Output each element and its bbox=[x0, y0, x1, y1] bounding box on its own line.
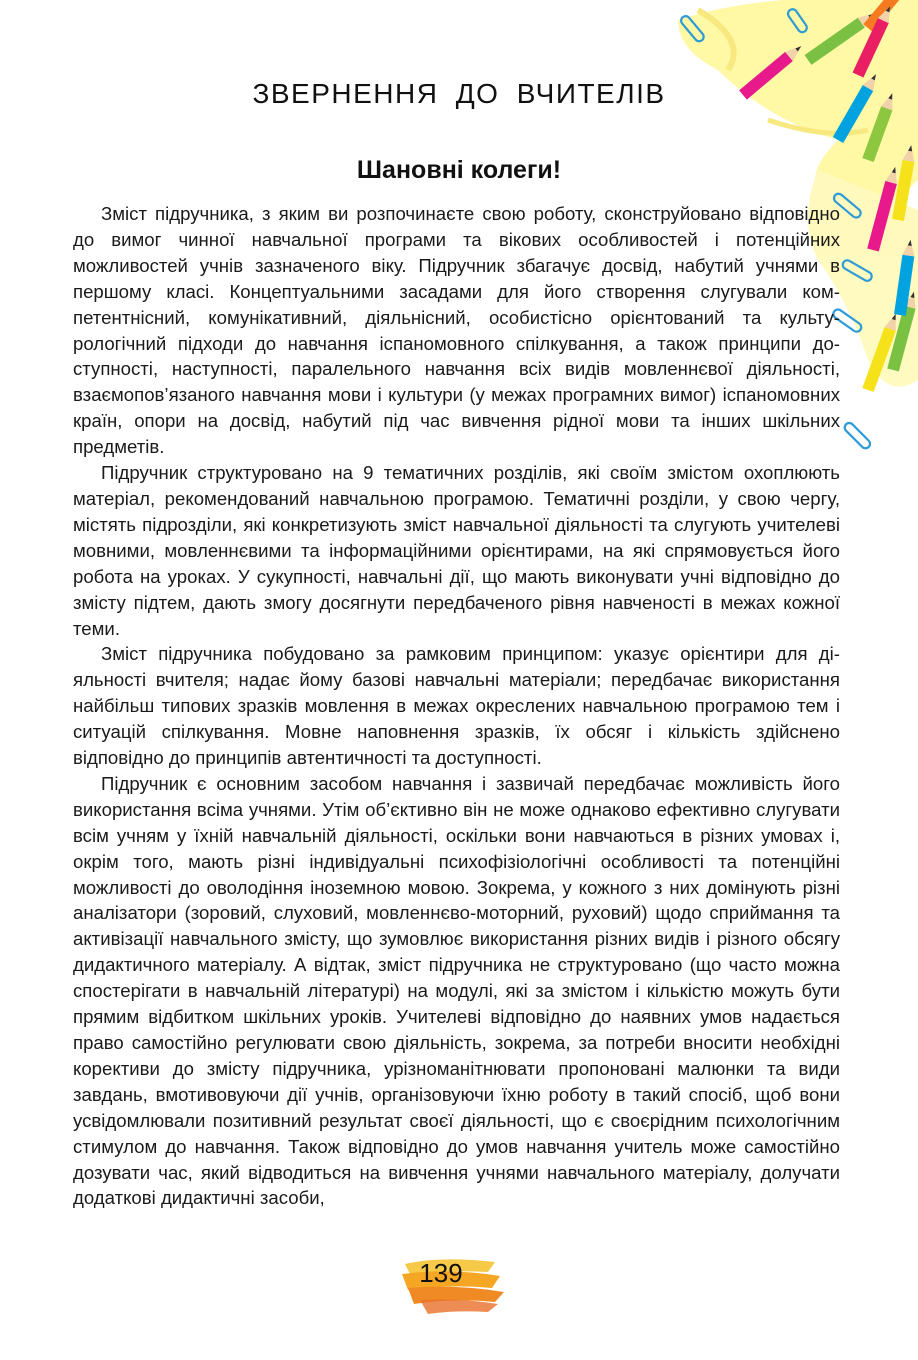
paragraph: Підручник структуровано на 9 тематичних розділів, які своїм змістом охоплюють матеріал, рекомендований навчальною програмою. Тематичні розділи, у свою чергу, містять підрозділи, які конкретизують зміст навчальної діяльності та слугують учителеві мовними, мовленнєвими та інформаційними орієнтирами, на які спрямовується його робота на уроках. У сукупності, навчальні дії, що мають виконувати учні відповідно до змісту підтем, дають змогу досягнути передбаченого рівня навченості в межах кожної теми. bbox=[73, 462, 840, 639]
page-footer bbox=[400, 1256, 510, 1316]
paragraph: Зміст підручника, з яким ви розпочинаєте свою роботу, сконструйовано відповідно до вимог чинної навчальної програми та вікових особливостей і потенційних можливостей учнів зазначеного віку. Підручник збагачує досвід, набутий учнями в першому класі. Концептуальними засадами для його створення слугували компетентнісний, комунікативний, діяльнісний, особистісно орієнтований та культурологічний підходи до навчання іспаномовного спілкування, а також принципи доступності, наступності, паралельного навчання всіх видів мовленнєвої діяльності, взаємопов’язаного навчання мови і культури (у межах програмних вимог) іспаномовних країн, опори на досвід, набутий під час вивчення рідної мови та інших шкільних предметів. bbox=[73, 203, 840, 458]
paragraph: Зміст підручника побудовано за рамковим принципом: указує орієнтири для діяльності вчителя; надає йому базові навчальні матеріали; передбачає використання найбільш типових зразків мовлення в межах окреслених навчальною програмою тем і ситуацій спілкування. Мовне наповнення зразків, їх обсяг і кількість здійснено відповідно до принципів автентичності та доступності. bbox=[73, 643, 840, 769]
page-title: ЗВЕРНЕННЯ ДО ВЧИТЕЛІВ bbox=[252, 78, 666, 109]
page-number: 139 bbox=[419, 1258, 463, 1288]
paragraph: Підручник є основним засобом навчання і зазвичай передбачає можливість його використання всіма учнями. Утім об’єктивно він не може однаково ефективно слугувати всім учням у їхній навчальній діяльності, оскільки вони навчаються в різних умовах і, окрім того, мають різні індивідуальні психофізіологічні особливості та потенційні можливості до оволодіння іноземною мовою. Зокрема, у кожного з них домінують різні аналізатори (зоровий, слуховий, мовленнєво-моторний, руховий) щодо сприймання та активізації навчального змісту, що зумовлює використання різних видів і різного обсягу дидактичного матеріалу. А відтак, зміст підручника не структуровано (що часто можна спостерігати в навчальній літературі) на модулі, які за змістом і кількістю можуть бути прямим відбитком шкільних уроків. Учителеві відповідно до наявних умов надається право самостійно регулювати свою діяльність, зокрема, за потреби вносити необхідні корективи до змісту підручника, урізноманітнювати пропоновані малюнки та види завдань, вмотивовуючи дії учнів, організовуючи їхню роботу в такий спосіб, щоб вони усвідомлювали позитивний результат своєї діяльності, що є своєрідним психологічним стимулом до навчання. Також відповідно до умов навчання учитель може самостійно дозувати час, який відводиться на вивчення учнями навчального матеріалу, долучати додаткові дидактичні засоби, bbox=[73, 772, 840, 1209]
letter-body bbox=[73, 201, 840, 1211]
greeting-heading: Шановні колеги! bbox=[356, 156, 562, 184]
